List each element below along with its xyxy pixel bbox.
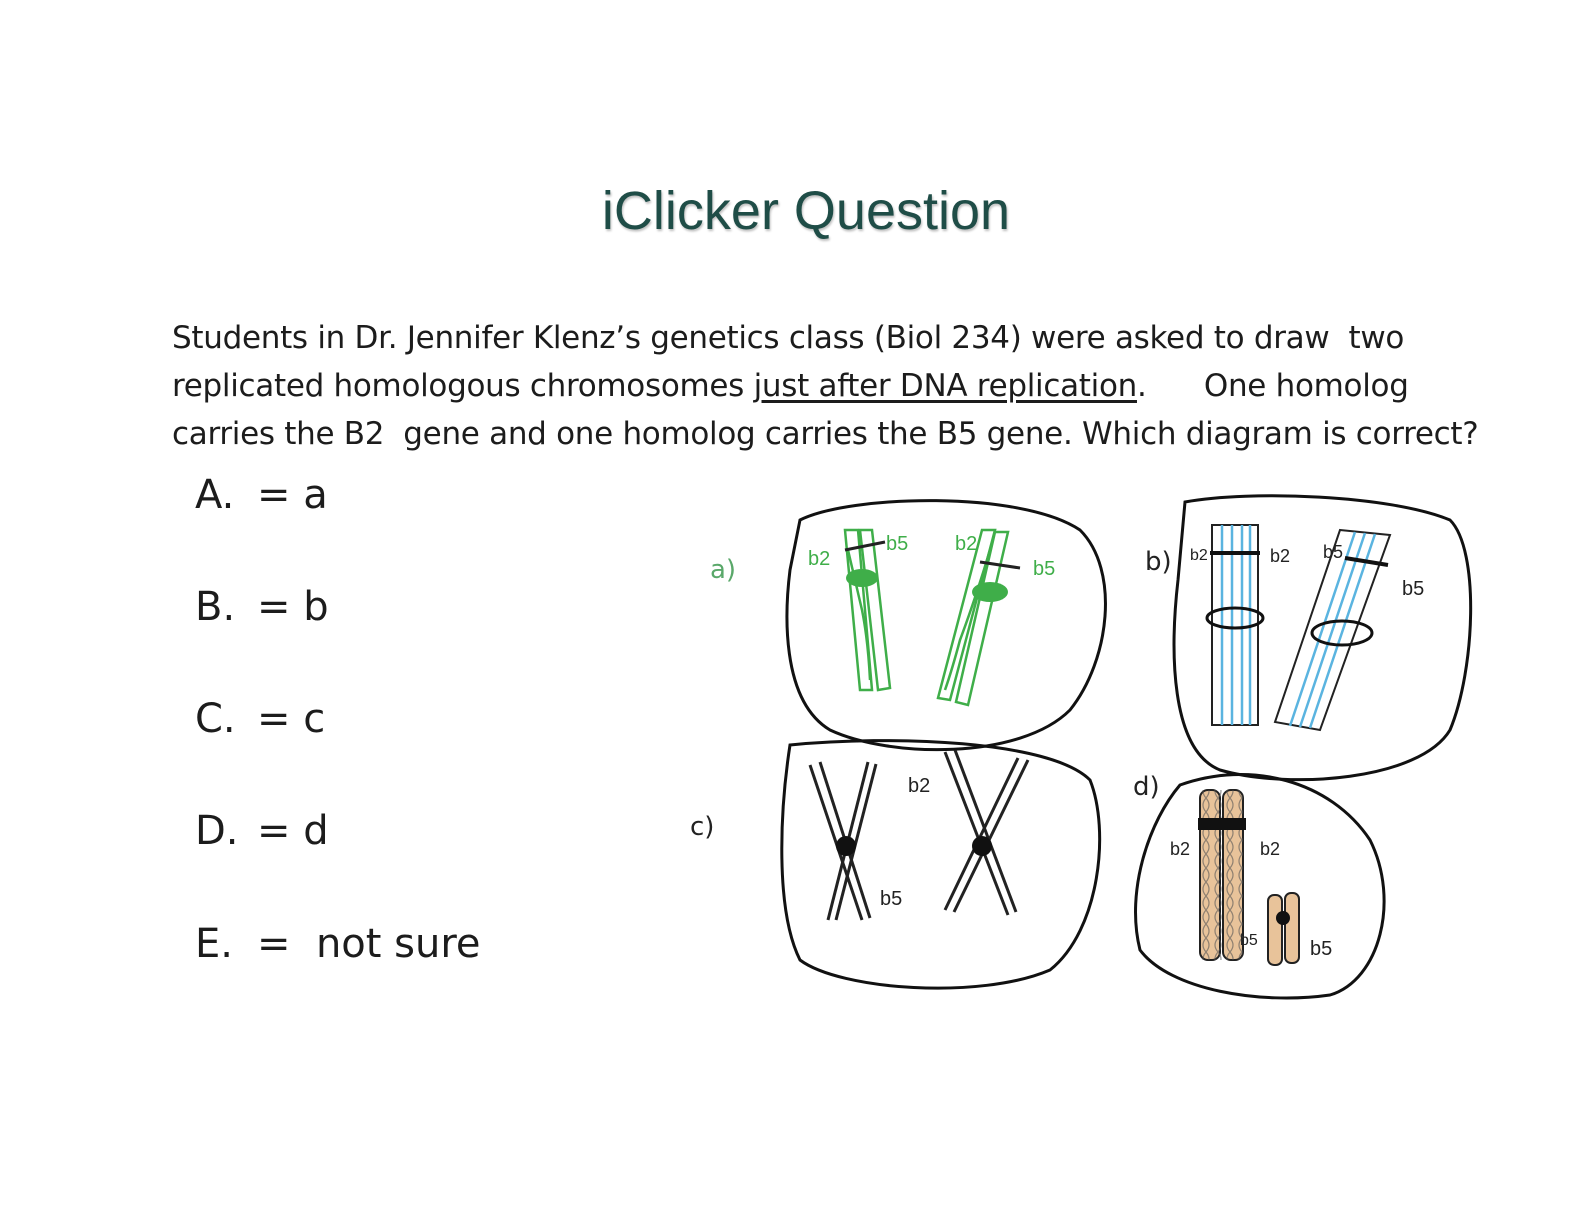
slide-title: iClicker Question bbox=[601, 181, 1011, 241]
option-letter: A. bbox=[195, 472, 235, 518]
option-text: = b bbox=[257, 584, 329, 630]
panel-d-gene-right-2: b5 bbox=[1310, 938, 1333, 960]
panel-b bbox=[1145, 496, 1471, 780]
panel-d bbox=[1133, 772, 1384, 998]
question-line-2 bbox=[172, 362, 1572, 410]
answer-option-b bbox=[195, 584, 329, 630]
question-line-3: carries the B2 gene and one homolog carries the B5 gene. Which diagram is correct? bbox=[172, 416, 1479, 452]
panel-c-label: c) bbox=[690, 812, 715, 842]
panel-c-gene-left: b2 bbox=[908, 775, 931, 797]
answer-option-a bbox=[195, 472, 328, 518]
panel-a bbox=[710, 501, 1105, 750]
option-text: = d bbox=[257, 808, 329, 854]
panel-b-gene-left-2: b2 bbox=[1270, 546, 1291, 566]
panel-a-gene-right: b5 bbox=[886, 533, 909, 555]
panel-a-gene-left-2: b2 bbox=[955, 533, 978, 555]
question-underlined-phrase: just after DNA replication bbox=[753, 368, 1137, 404]
question-line-2-post: . One homolog bbox=[1136, 368, 1409, 404]
panel-d-label: d) bbox=[1133, 772, 1160, 802]
panel-c-gene-right: b5 bbox=[880, 888, 903, 910]
panel-b-label: b) bbox=[1145, 547, 1172, 577]
answer-option-c bbox=[195, 696, 325, 742]
panel-a-gene-right-2: b5 bbox=[1033, 558, 1056, 580]
option-text: = not sure bbox=[257, 921, 481, 967]
question-line-1: Students in Dr. Jennifer Klenz’s genetics class (Biol 234) were asked to draw two bbox=[172, 320, 1405, 356]
option-letter: C. bbox=[195, 696, 236, 742]
panel-d-gene-left: b2 bbox=[1170, 839, 1191, 859]
panel-b-gene-left: b2 bbox=[1190, 547, 1208, 564]
panel-b-gene-right: b5 bbox=[1323, 542, 1344, 562]
option-letter: E. bbox=[195, 921, 233, 967]
panel-c bbox=[690, 741, 1100, 989]
panel-d-gene-left-2: b2 bbox=[1260, 839, 1281, 859]
question-line-2-pre: replicated homologous chromosomes bbox=[172, 368, 754, 404]
answer-option-e bbox=[195, 921, 481, 967]
panel-b-gene-right-2: b5 bbox=[1402, 578, 1425, 600]
option-letter: D. bbox=[195, 808, 239, 854]
question-text bbox=[172, 314, 1572, 458]
answer-option-d bbox=[195, 808, 329, 854]
panel-d-gene-right: b5 bbox=[1240, 932, 1258, 949]
panel-a-gene-left: b2 bbox=[808, 548, 831, 570]
panel-a-label: a) bbox=[710, 555, 737, 585]
option-letter: B. bbox=[195, 584, 236, 630]
option-text: = c bbox=[257, 696, 326, 742]
option-text: = a bbox=[257, 472, 328, 518]
chromosome-diagrams bbox=[690, 490, 1480, 1010]
